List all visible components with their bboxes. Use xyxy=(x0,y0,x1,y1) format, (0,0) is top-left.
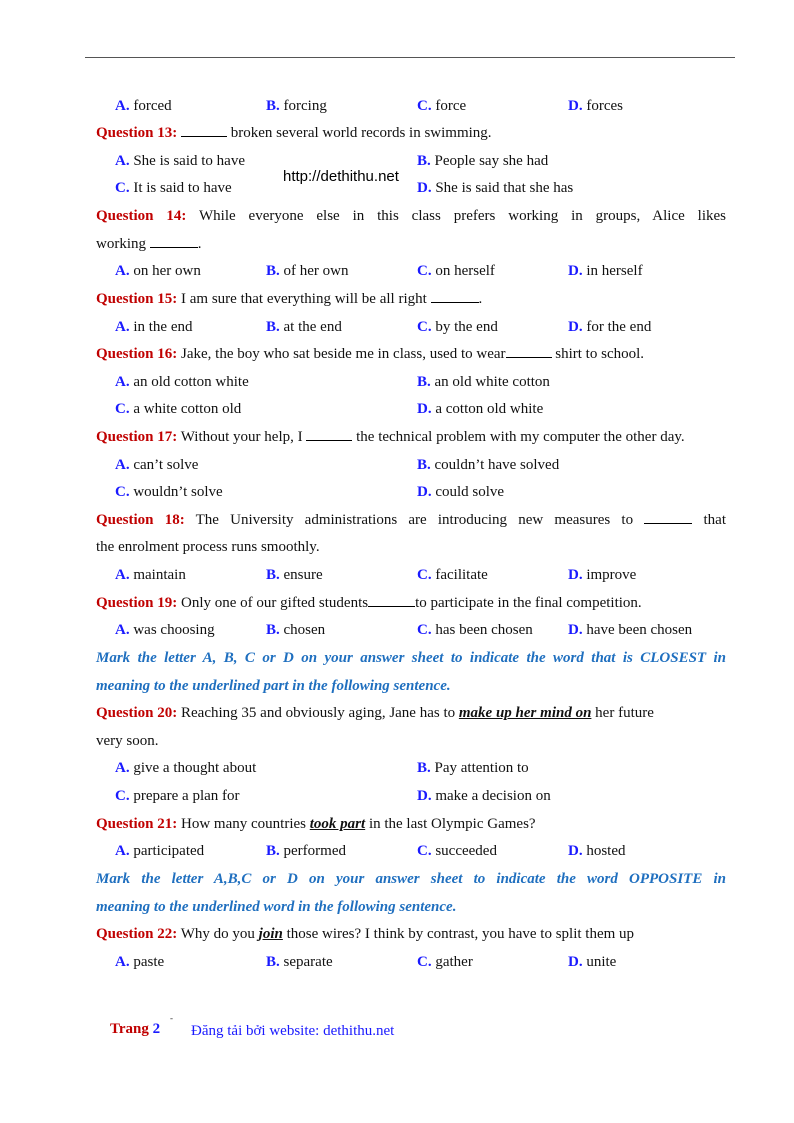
option-c[interactable]: C. prepare a plan for xyxy=(115,788,240,804)
option-a[interactable]: A. participated xyxy=(115,843,205,859)
option-b[interactable]: B. couldn’t have solved xyxy=(417,457,560,473)
option-c[interactable]: C. gather xyxy=(417,954,473,970)
option-c[interactable]: C. by the end xyxy=(417,319,498,335)
instruction-closest: Mark the letter A, B, C or D on your answer sheet to indicate the word that is CLOSEST in xyxy=(96,650,726,666)
answer-blank xyxy=(181,123,227,137)
question-14-cont: working . xyxy=(96,236,202,252)
option-c[interactable]: C. wouldn’t solve xyxy=(115,484,223,500)
option-b[interactable]: B. Pay attention to xyxy=(417,760,529,776)
answer-blank xyxy=(150,234,198,248)
header-rule xyxy=(85,57,735,58)
question-15: Question 15: I am sure that everything will be all right . xyxy=(96,291,483,307)
question-21: Question 21: How many countries took part in the last Olympic Games? xyxy=(96,816,536,832)
option-c[interactable]: C. It is said to have xyxy=(115,180,232,196)
option-a[interactable]: A. an old cotton white xyxy=(115,374,249,390)
answer-blank xyxy=(306,427,352,441)
answer-blank xyxy=(368,593,415,607)
question-14: Question 14: While everyone else in this class prefers working in groups, Alice likes xyxy=(96,208,726,224)
question-13: Question 13: broken several world records in swimming. xyxy=(96,125,492,141)
question-20-cont: very soon. xyxy=(96,733,159,749)
option-d[interactable]: D. improve xyxy=(568,567,637,583)
option-a[interactable]: A. maintain xyxy=(115,567,186,583)
question-20: Question 20: Reaching 35 and obviously aging, Jane has to make up her mind on her future xyxy=(96,705,654,721)
instruction-opposite: Mark the letter A,B,C or D on your answer sheet to indicate the word OPPOSITE in xyxy=(96,871,726,887)
option-c[interactable]: C. facilitate xyxy=(417,567,488,583)
underlined-phrase: took part xyxy=(309,816,366,832)
option-a[interactable]: A. was choosing xyxy=(115,622,215,638)
option-b[interactable]: B. at the end xyxy=(266,319,342,335)
option-b[interactable]: B. forcing xyxy=(266,98,327,114)
underlined-phrase: join xyxy=(258,926,283,942)
option-d[interactable]: D. unite xyxy=(568,954,617,970)
page-number: Trang 2 xyxy=(110,1021,161,1037)
option-b[interactable]: B. performed xyxy=(266,843,346,859)
option-b[interactable]: B. an old white cotton xyxy=(417,374,550,390)
option-d[interactable]: D. for the end xyxy=(568,319,652,335)
footer-website: Đăng tải bởi website: dethithu.net xyxy=(191,1023,395,1039)
answer-blank xyxy=(431,289,479,303)
option-a[interactable]: A. give a thought about xyxy=(115,760,257,776)
option-d[interactable]: D. She is said that she has xyxy=(417,180,574,196)
option-a[interactable]: A. in the end xyxy=(115,319,193,335)
option-c[interactable]: C. a white cotton old xyxy=(115,401,242,417)
instruction-closest-cont: meaning to the underlined part in the following sentence. xyxy=(96,678,451,694)
option-d[interactable]: D. in herself xyxy=(568,263,643,279)
answer-blank xyxy=(506,344,552,358)
question-18: Question 18: The University administrations are introducing new measures to that xyxy=(96,512,726,528)
option-a[interactable]: A. on her own xyxy=(115,263,201,279)
option-d[interactable]: D. make a decision on xyxy=(417,788,551,804)
option-a[interactable]: A. She is said to have xyxy=(115,153,245,169)
option-a[interactable]: A. forced xyxy=(115,98,172,114)
watermark-url: http://dethithu.net xyxy=(283,168,399,185)
question-18-cont: the enrolment process runs smoothly. xyxy=(96,539,320,555)
option-c[interactable]: C. on herself xyxy=(417,263,495,279)
footer-dash: - xyxy=(170,1013,173,1023)
option-c[interactable]: C. has been chosen xyxy=(417,622,533,638)
question-17: Question 17: Without your help, I the technical problem with my computer the other day. xyxy=(96,429,685,445)
question-19: Question 19: Only one of our gifted students to participate in the final competition. xyxy=(96,595,642,611)
answer-blank xyxy=(644,510,692,524)
option-d[interactable]: D. a cotton old white xyxy=(417,401,544,417)
option-a[interactable]: A. paste xyxy=(115,954,165,970)
option-d[interactable]: D. could solve xyxy=(417,484,505,500)
instruction-opposite-cont: meaning to the underlined word in the following sentence. xyxy=(96,899,457,915)
underlined-phrase: make up her mind on xyxy=(458,705,592,721)
option-b[interactable]: B. chosen xyxy=(266,622,326,638)
option-b[interactable]: B. People say she had xyxy=(417,153,549,169)
option-b[interactable]: B. of her own xyxy=(266,263,349,279)
option-a[interactable]: A. can’t solve xyxy=(115,457,199,473)
option-b[interactable]: B. ensure xyxy=(266,567,323,583)
question-22: Question 22: Why do you join those wires? I think by contrast, you have to split them up xyxy=(96,926,635,942)
option-b[interactable]: B. separate xyxy=(266,954,333,970)
question-16: Question 16: Jake, the boy who sat beside me in class, used to wear shirt to school. xyxy=(96,346,645,362)
option-d[interactable]: D. forces xyxy=(568,98,623,114)
option-c[interactable]: C. succeeded xyxy=(417,843,497,859)
option-c[interactable]: C. force xyxy=(417,98,467,114)
option-d[interactable]: D. hosted xyxy=(568,843,626,859)
option-d[interactable]: D. have been chosen xyxy=(568,622,693,638)
